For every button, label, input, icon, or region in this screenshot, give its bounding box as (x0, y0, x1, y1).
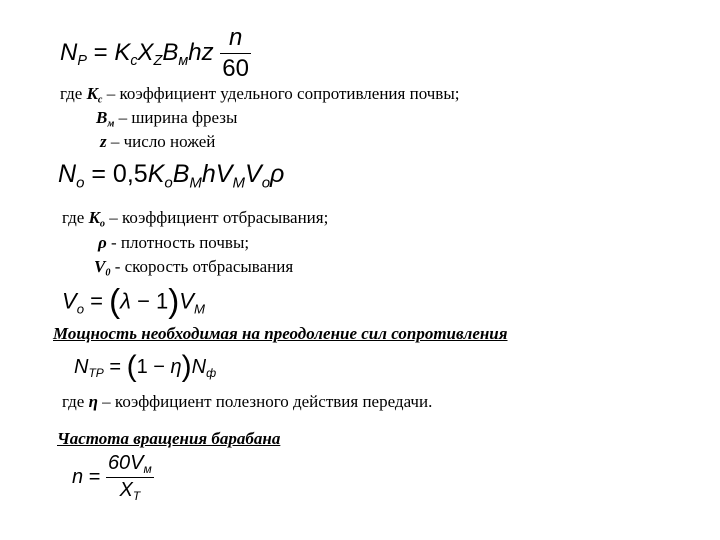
formula1-lhs: N (60, 38, 78, 66)
formula3-minus-one: − 1 (130, 288, 169, 314)
formula2-term-v-sub: o (261, 174, 271, 192)
def-symbol-sub: 0 (105, 267, 111, 279)
formula5-frac-den (106, 479, 154, 503)
def-prefix: где (60, 84, 87, 103)
formula4-close-paren: ) (181, 350, 192, 383)
formula1-term-x: X (137, 38, 154, 66)
def-symbol-sub: c (97, 94, 103, 106)
def-text: – число ножей (106, 132, 216, 151)
formula4-minus: − (147, 356, 171, 378)
def-symbol: ρ (98, 233, 107, 252)
formula1-term-k-sub: c (130, 52, 138, 69)
def-bm (96, 108, 237, 130)
formula1-frac-den: 60 (222, 55, 249, 82)
formula1-frac-bar (220, 53, 251, 54)
formula1-term-k: K (114, 38, 131, 66)
def-text: – коэффициент удельного сопротивления почвы; (102, 84, 460, 103)
formula5-num-sub: м (143, 462, 152, 477)
formula-throwing-power (58, 160, 284, 191)
def-prefix: где (62, 208, 89, 227)
formula1-fraction (220, 24, 251, 83)
formula4-one: 1 (136, 356, 148, 378)
formula2-coef: 0,5 (112, 160, 148, 188)
formula5-fraction (106, 452, 154, 503)
def-text: – коэффициент полезного действия передачи. (97, 392, 433, 411)
formula1-lhs-sub: P (77, 52, 87, 69)
formula1-eq: = (93, 38, 108, 66)
formula3-lhs-sub: o (76, 301, 85, 317)
def-kc (60, 84, 459, 106)
def-symbol: K (86, 84, 98, 103)
def-text: – коэффициент отбрасывания; (105, 208, 329, 227)
formula4-tail-sub: ф (206, 366, 217, 381)
def-rho (98, 233, 249, 253)
formula3-close-paren: ) (168, 282, 180, 319)
formula3-tail-sub: M (193, 301, 205, 317)
formula5-lhs: n (72, 465, 84, 488)
formula2-term-v: V (245, 160, 262, 188)
formula4-eq: = (109, 356, 122, 378)
formula1-term-x-sub: Z (153, 52, 163, 69)
formula2-term-rho: ρ (270, 160, 285, 188)
formula2-term-k-sub: o (164, 174, 173, 192)
formula3-tail: V (179, 288, 194, 314)
formula5-den-sub: T (132, 489, 141, 504)
formula-cutting-power (60, 24, 251, 83)
formula3-eq: = (90, 288, 104, 314)
def-eta (62, 392, 432, 412)
formula3-lambda: λ (120, 288, 131, 314)
def-text: – ширина фрезы (114, 108, 238, 127)
formula1-term-b: B (162, 38, 179, 66)
def-symbol: K (88, 208, 100, 227)
formula-throw-speed (62, 282, 205, 320)
formula5-frac-bar (106, 477, 154, 478)
formula2-lhs: N (58, 160, 77, 188)
formula5-eq: = (88, 465, 101, 488)
formula2-term-k: K (147, 160, 165, 188)
formula4-tail: N (191, 356, 207, 378)
formula5-den-text: X (119, 479, 133, 502)
heading-drum-rotation: Частота вращения барабана (57, 429, 281, 448)
formula2-term-b-sub: M (189, 174, 202, 192)
formula4-open-paren: ( (126, 350, 137, 383)
def-v0 (94, 257, 293, 279)
formula2-term-hv-sub: M (232, 174, 245, 192)
formula1-frac-num: n (228, 24, 243, 51)
formula5-num-text: 60V (107, 452, 144, 474)
formula4-lhs: N (74, 356, 89, 378)
def-symbol-sub: м (107, 118, 115, 130)
formula2-term-b: B (172, 160, 190, 188)
def-ko (62, 208, 328, 230)
formula3-open-paren: ( (109, 282, 121, 319)
def-symbol: z (100, 132, 107, 151)
formula1-term-hz: hz (188, 38, 214, 66)
def-symbol: V (94, 257, 106, 276)
formula3-lhs: V (62, 288, 77, 314)
formula2-term-hv: hV (201, 160, 233, 188)
def-z (100, 132, 215, 152)
def-symbol: B (96, 108, 108, 127)
formula2-eq: = (91, 160, 106, 188)
def-text: - скорость отбрасывания (110, 257, 294, 276)
formula-drum-rotation (72, 452, 154, 503)
formula4-lhs-sub: TP (88, 366, 104, 381)
formula4-eta: η (170, 356, 182, 378)
formula1-term-b-sub: м (178, 52, 189, 69)
def-text: - плотность почвы; (106, 233, 250, 252)
def-prefix: где (62, 392, 89, 411)
formula2-lhs-sub: o (76, 174, 85, 192)
def-symbol: η (88, 392, 98, 411)
formula5-frac-num (106, 452, 154, 476)
heading-resistance-power: Мощность необходимая на преодоление сил сопротивления (53, 324, 508, 343)
def-symbol-sub: o (99, 218, 106, 230)
formula-transmission-power (74, 350, 216, 384)
